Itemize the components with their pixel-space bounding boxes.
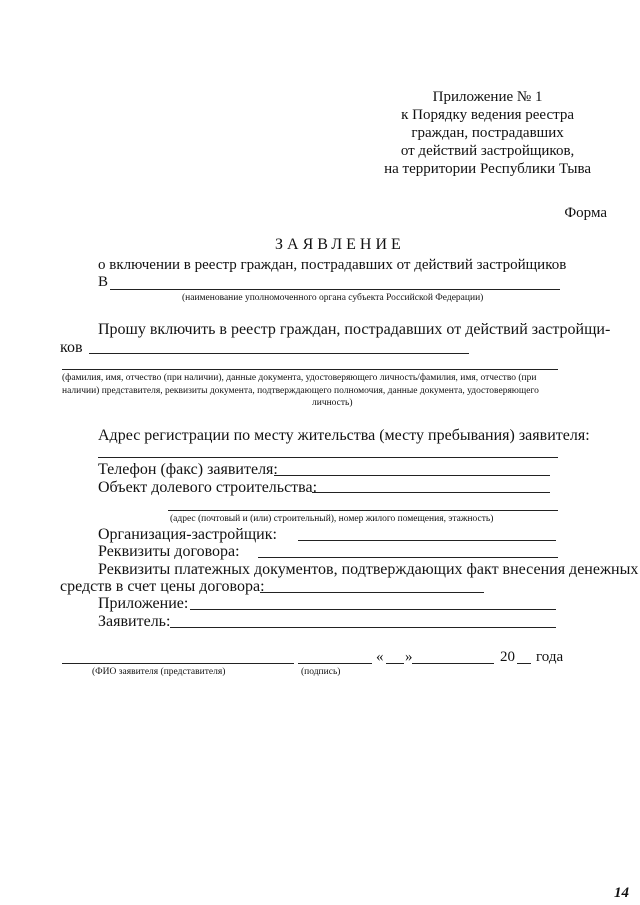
attachment-field[interactable] — [190, 609, 556, 610]
fio-caption: (ФИО заявителя (представителя) — [92, 667, 226, 677]
addressee-prefix: В — [98, 274, 109, 290]
header-line-2: к Порядку ведения реестра — [401, 107, 575, 123]
page-number: 14 — [614, 885, 629, 901]
object-label: Объект долевого строительства: — [98, 479, 318, 496]
header-line-4: от действий застройщиков, — [400, 143, 575, 159]
header-line-1: Приложение № 1 — [432, 89, 543, 105]
applicant-details-field[interactable] — [62, 369, 558, 370]
fio-field[interactable] — [62, 663, 294, 664]
developer-field[interactable] — [298, 540, 556, 541]
attachment-header — [384, 88, 591, 178]
address-field[interactable] — [98, 457, 558, 458]
document-subtitle: о включении в реестр граждан, пострадавших от действий застройщиков — [98, 257, 567, 273]
contract-label: Реквизиты договора: — [98, 543, 240, 560]
payments-label-cont: средств в счет цены договора: — [60, 578, 265, 595]
contract-field[interactable] — [258, 557, 558, 558]
header-line-3: граждан, пострадавших — [411, 125, 564, 141]
person-caption-1: (фамилия, имя, отчество (при наличии), данные документа, удостоверяющего личность/фамилия, имя, отчество (при — [62, 373, 537, 383]
applicant-field[interactable] — [170, 627, 556, 628]
payments-label: Реквизиты платежных документов, подтверждающих факт внесения денежных — [98, 561, 639, 578]
signature-caption: (подпись) — [301, 667, 341, 677]
addressee-caption: (наименование уполномоченного органа субъекта Российской Федерации) — [182, 293, 484, 303]
date-close-quote: » — [405, 649, 413, 665]
year-prefix: 20 — [500, 649, 515, 665]
addressee-field[interactable] — [110, 289, 560, 290]
developer-label: Организация-застройщик: — [98, 526, 277, 543]
document-title: ЗАЯВЛЕНИЕ — [275, 236, 405, 253]
person-caption-2: наличии) представителя, реквизиты документа, подтверждающего полномочия, данные документа, удостоверяющего — [62, 386, 539, 396]
year-suffix: года — [536, 649, 564, 665]
date-open-quote: « — [376, 649, 384, 665]
object-field[interactable] — [312, 492, 550, 493]
address-label: Адрес регистрации по месту жительства (месту пребывания) заявителя: — [98, 427, 590, 444]
header-line-5: на территории Республики Тыва — [384, 161, 591, 177]
request-text-cont: ков — [60, 339, 83, 356]
applicant-label: Заявитель: — [98, 613, 171, 630]
year-field[interactable] — [517, 663, 531, 664]
phone-field[interactable] — [274, 475, 550, 476]
person-caption-3: личность) — [312, 398, 353, 408]
month-field[interactable] — [412, 663, 494, 664]
request-text: Прошу включить в реестр граждан, пострадавших от действий застройщи- — [98, 321, 611, 338]
phone-label: Телефон (факс) заявителя: — [98, 461, 278, 478]
object-caption: (адрес (почтовый и (или) строительный), номер жилого помещения, этажность) — [170, 514, 494, 524]
payments-field[interactable] — [260, 592, 484, 593]
signature-field[interactable] — [298, 663, 372, 664]
applicant-name-field[interactable] — [89, 353, 469, 354]
form-label: Форма — [564, 205, 607, 221]
attachment-label: Приложение: — [98, 595, 189, 612]
day-field[interactable] — [386, 663, 404, 664]
object-field-2[interactable] — [168, 510, 558, 511]
